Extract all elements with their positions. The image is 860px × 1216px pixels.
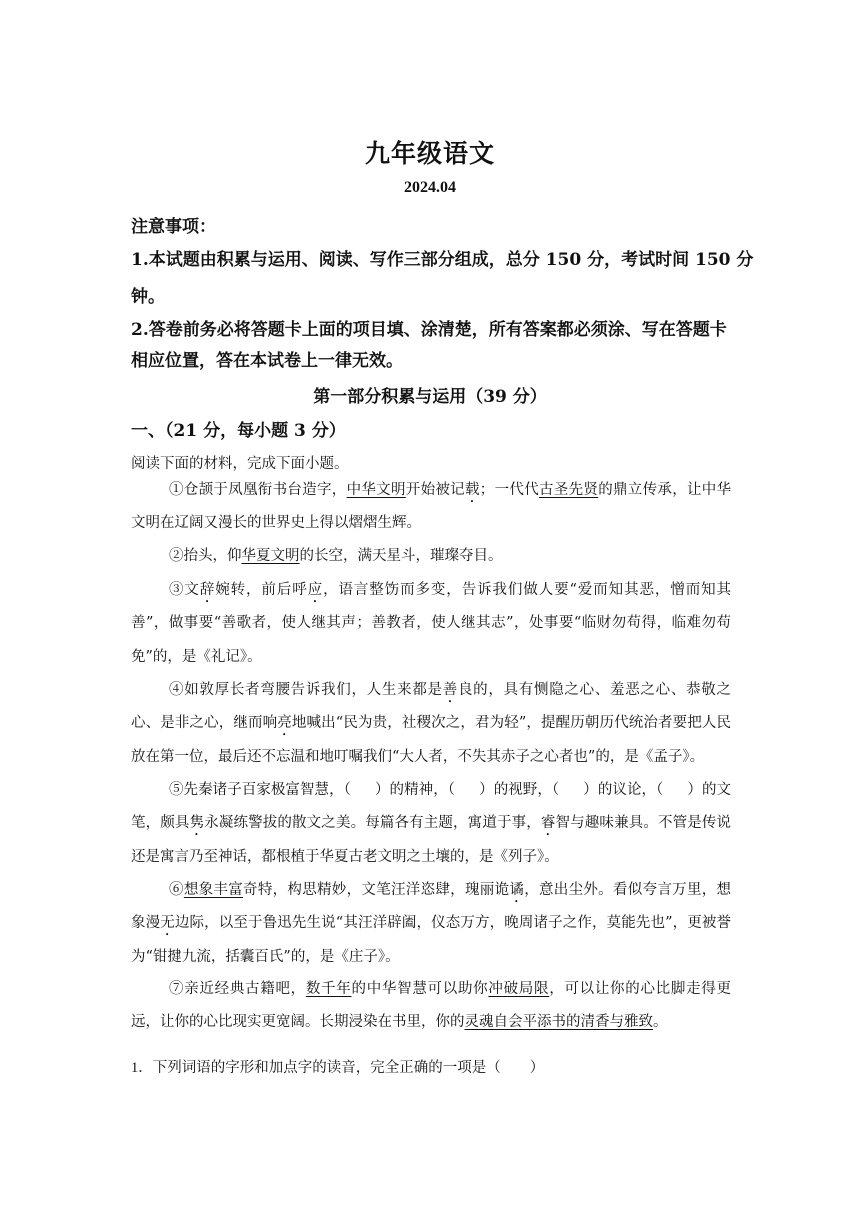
dotted-char: 睿: [540, 815, 556, 832]
section-one-heading: 一、（21 分，每小题 3 分）: [131, 421, 346, 441]
dotted-char: 应: [307, 582, 324, 598]
passage-paragraph-7: ⑦亲近经典古籍吧，数千年的中华智慧可以助你冲破局限，可以让你的心比脚走得更远，让你的心比现实更宽阔。长期浸染在书里，你的灵魂自会平添书的清香与雅致。: [131, 981, 732, 1031]
dotted-char: 载: [464, 482, 480, 498]
passage-paragraph-5: ⑤先秦诸子百家极富智慧，（ ）的精神，（ ）的视野，（ ）的议论，（ ）的文笔，颇具隽永凝练警拔的散文之美。每篇各有主题，寓道于事，睿智与趣味兼具。不管是传说还是寓言乃至神话，都根植于华夏古老文明之土壤的，是《列子》。: [131, 782, 732, 865]
underlined-term: 灵魂自会平添书的清香与雅致: [464, 1014, 653, 1031]
notice-heading: 注意事项：: [131, 217, 216, 237]
notice-item-1-line-1: 1.本试题由积累与运用、阅读、写作三部分组成，总分 150 分，考试时间 150 分: [131, 250, 754, 270]
notice-item-1-line-2: 钟。: [131, 287, 165, 307]
page-title: 九年级语文: [364, 139, 495, 168]
passage-paragraph-2: ②抬头，仰华夏文明的长空，满天星斗，璀璨夺目。: [169, 548, 503, 564]
notice-item-2-line-2: 相应位置，答在本试卷上一律无效。: [131, 351, 403, 371]
passage-paragraph-3: ③文辞婉转，前后呼应，语言整饬而多变，告诉我们做人要“爱而知其恶，憎而知其善”，做事要“善歌者，使人继其声；善教者，使人继其志”，处事要“临财勿苟得，临难勿苟免”的，是《礼记》。: [131, 582, 732, 665]
reading-instruction: 阅读下面的材料，完成下面小题。: [131, 456, 349, 472]
dotted-char: 辞: [199, 582, 216, 598]
underlined-term: 冲破局限: [488, 981, 550, 997]
passage-paragraph-6: ⑥想象丰富奇特，构思精妙，文笔汪洋恣肆，瑰丽诡谲，意出尘外。看似夸言万里，想象漫无边际，以至于鲁迅先生说“其汪洋辟阖，仪态万方，晚周诸子之作，莫能先也”，更被誉为“钳揵九流，括囊百氏”的，是《庄子》。: [131, 882, 732, 965]
passage-paragraph-4: ④如敦厚长者弯腰告诉我们，人生来都是善良的，具有恻隐之心、羞恶之心、恭敬之心、是非之心，继而响亮地喊出“民为贵，社稷次之，君为轻”，提醒历朝历代统治者要把人民放在第一位，最后还不忘温和地叮嘱我们“大人者，不失其赤子之心者也”的，是《孟子》。: [131, 682, 732, 765]
part-one-title: 第一部分积累与运用（39 分）: [313, 387, 547, 407]
dotted-char: 善: [442, 682, 458, 698]
passage-paragraph-1: ①仓颉于凤凰衔书台造字，中华文明开始被记载；一代代古圣先贤的鼎立传承，让中华文明在辽阔又漫长的世界史上得以熠熠生辉。: [131, 482, 732, 532]
dotted-char: 谲: [509, 882, 525, 898]
notice-item-2-line-1: 2.答卷前务必将答题卡上面的项目填、涂清楚，所有答案都必须涂、写在答题卡: [131, 320, 727, 340]
dotted-char: 无: [160, 915, 175, 932]
dotted-char: 隽: [189, 815, 205, 832]
question-1: 1．下列词语的字形和加点字的读音，完全正确的一项是（ ）: [131, 1060, 545, 1076]
exam-date: 2024.04: [404, 179, 456, 196]
underlined-term: 华夏文明: [241, 548, 300, 564]
underlined-term: 中华文明: [346, 482, 406, 498]
dotted-char: 亮: [277, 715, 292, 732]
underlined-term: 想象丰富: [183, 882, 244, 898]
underlined-term: 古圣先贤: [539, 482, 599, 498]
underlined-term: 数千年: [305, 981, 352, 997]
